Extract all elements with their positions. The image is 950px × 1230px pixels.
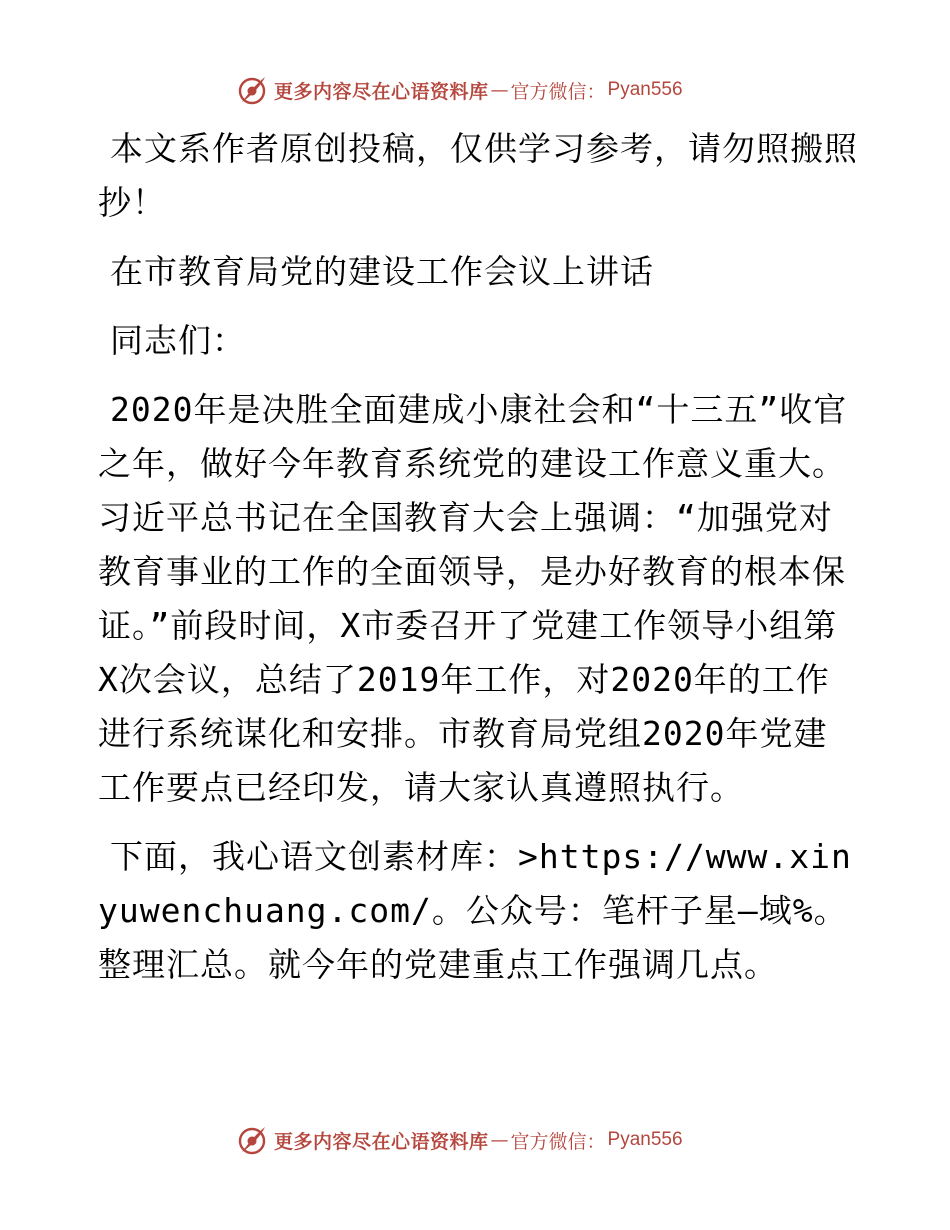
greeting: 同志们： xyxy=(110,321,246,360)
banner-main-text: 更多内容尽在心语资料库 xyxy=(274,1130,489,1153)
banner-wechat-id: Pyan556 xyxy=(607,79,683,100)
banner-wechat-label: 官方微信： xyxy=(510,80,606,103)
document-body xyxy=(98,122,858,1007)
banner-main-text: 更多内容尽在心语资料库 xyxy=(274,80,489,103)
header-banner xyxy=(236,72,683,108)
quill-pen-logo-icon xyxy=(236,74,268,106)
banner-wechat-id: Pyan556 xyxy=(607,1129,683,1150)
paragraph-1: 2020年是决胜全面建成小康社会和“十三五”收官之年，做好今年教育系统党的建设工作意义重大。习近平总书记在全国教育大会上强调：“加强党对教育事业的工作的全面领导，是办好教育的根本保证。”前段时间，X市委召开了党建工作领导小组第X次会议，总结了2019年工作，对2020年的工作进行系统谋化和安排。市教育局党组2020年党建工作要点已经印发，请大家认真遵照执行。 xyxy=(98,390,848,807)
speech-title: 在市教育局党的建设工作会议上讲话 xyxy=(110,252,654,291)
paragraph-2: 下面，我心语文创素材库：>https://www.xinyuwenchuang.com/。公众号：笔杆子星—域%。整理汇总。就今年的党建重点工作强调几点。 xyxy=(98,837,852,984)
quill-pen-logo-icon xyxy=(236,1124,268,1156)
banner-wechat-label: 官方微信： xyxy=(510,1130,606,1153)
copyright-notice: 本文系作者原创投稿，仅供学习参考，请勿照搬照抄！ xyxy=(98,129,858,222)
banner-separator: — xyxy=(490,79,509,101)
footer-banner xyxy=(236,1122,683,1158)
banner-separator: — xyxy=(490,1129,509,1151)
